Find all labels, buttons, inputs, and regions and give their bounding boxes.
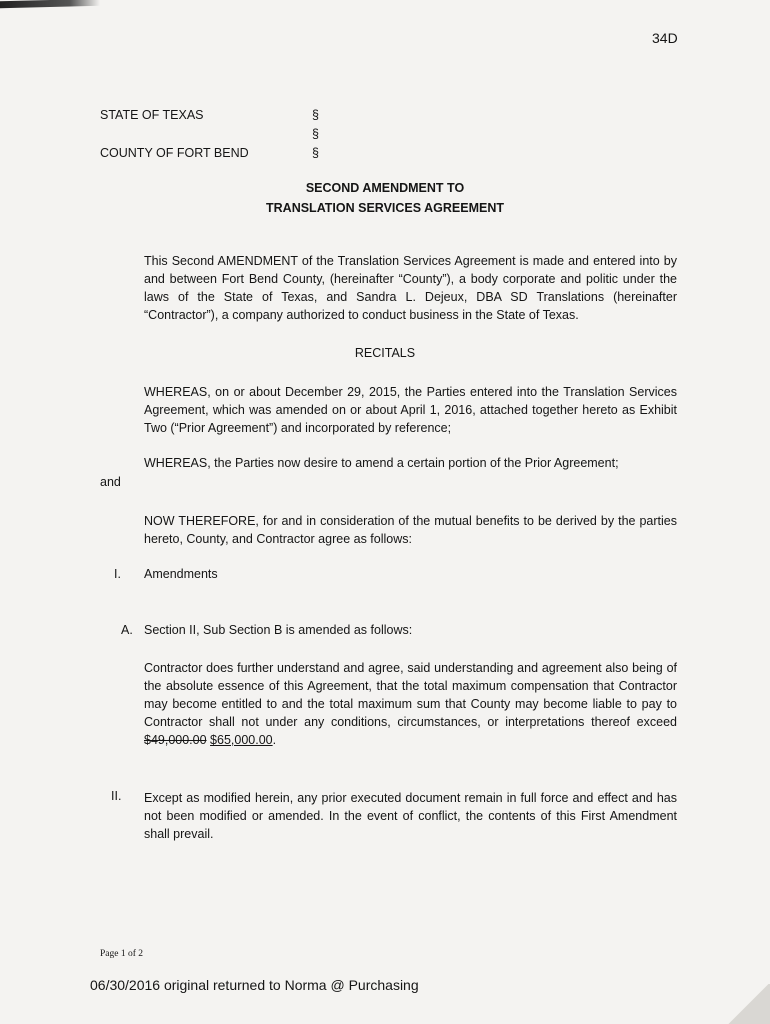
subsection-a-letter: A. <box>121 623 133 637</box>
section-mark: § <box>312 146 319 160</box>
title-line-2: TRANSLATION SERVICES AGREEMENT <box>266 201 504 215</box>
recitals-heading: RECITALS <box>354 346 416 360</box>
section-2-body <box>144 789 677 843</box>
handwritten-note: 06/30/2016 original returned to Norma @ Purchasing <box>90 977 419 993</box>
section-2-text: Except as modified herein, any prior executed document remain in full force and effect and has not been modified or amended. In the event of conflict, the contents of this First Amendment shall prevail. <box>144 791 677 841</box>
caption-state: STATE OF TEXAS <box>100 108 204 122</box>
and-word: and <box>100 475 121 489</box>
end-punctuation: . <box>272 733 277 747</box>
caption-county: COUNTY OF FORT BEND <box>100 146 249 160</box>
whereas-text: WHEREAS, on or about December 29, 2015, the Parties entered into the Translation Services Agreement, which was amended on or about April 1, 2016, attached together hereto as Exhibit Two (“Prior Agreement”) and incorporated by reference; <box>144 385 677 435</box>
subsection-a-text: Contractor does further understand and agree, said understanding and agreement also being of the absolute essence of this Agreement, that the total maximum compensation that Contractor may become entitled to and the total maximum sum that County may become liable to pay to Contractor shall not under any conditions, circumstances, or interpretations thereof exceed <box>144 661 677 729</box>
subsection-a-paragraph <box>144 659 677 749</box>
title-line-1: SECOND AMENDMENT TO <box>305 181 465 195</box>
section-mark: § <box>312 127 319 141</box>
old-amount: $49,000.00 <box>144 733 207 747</box>
section-mark: § <box>312 108 319 122</box>
subsection-a-title: Section II, Sub Section B is amended as follows: <box>144 623 413 637</box>
document-id: 34D <box>652 30 678 46</box>
intro-paragraph <box>100 252 677 324</box>
section-2-numeral: II. <box>111 789 122 803</box>
section-1-title: Amendments <box>144 567 218 581</box>
page-corner-shadow <box>726 984 770 1024</box>
page-number: Page 1 of 2 <box>100 949 144 959</box>
new-amount: $65,000.00 <box>210 733 273 747</box>
intro-text: This Second AMENDMENT of the Translation Services Agreement is made and entered into by and between Fort Bend County, (hereinafter “County”), a body corporate and politic under the laws of the State of Texas, and Sandra L. Dejeux, DBA SD Translations (hereinafter “Contractor”), a company authorized to conduct business in the State of Texas. <box>144 254 677 322</box>
whereas-paragraph-2: WHEREAS, the Parties now desire to amend a certain portion of the Prior Agreement; <box>144 456 619 470</box>
now-therefore-paragraph <box>100 512 677 548</box>
whereas-paragraph-1 <box>100 383 677 437</box>
scan-artifact <box>0 0 100 8</box>
now-therefore-text: NOW THEREFORE, for and in consideration of the mutual benefits to be derived by the parties hereto, County, and Contractor agree as follows: <box>144 514 677 546</box>
subsection-a-body <box>144 659 677 749</box>
section-1-numeral: I. <box>114 567 121 581</box>
